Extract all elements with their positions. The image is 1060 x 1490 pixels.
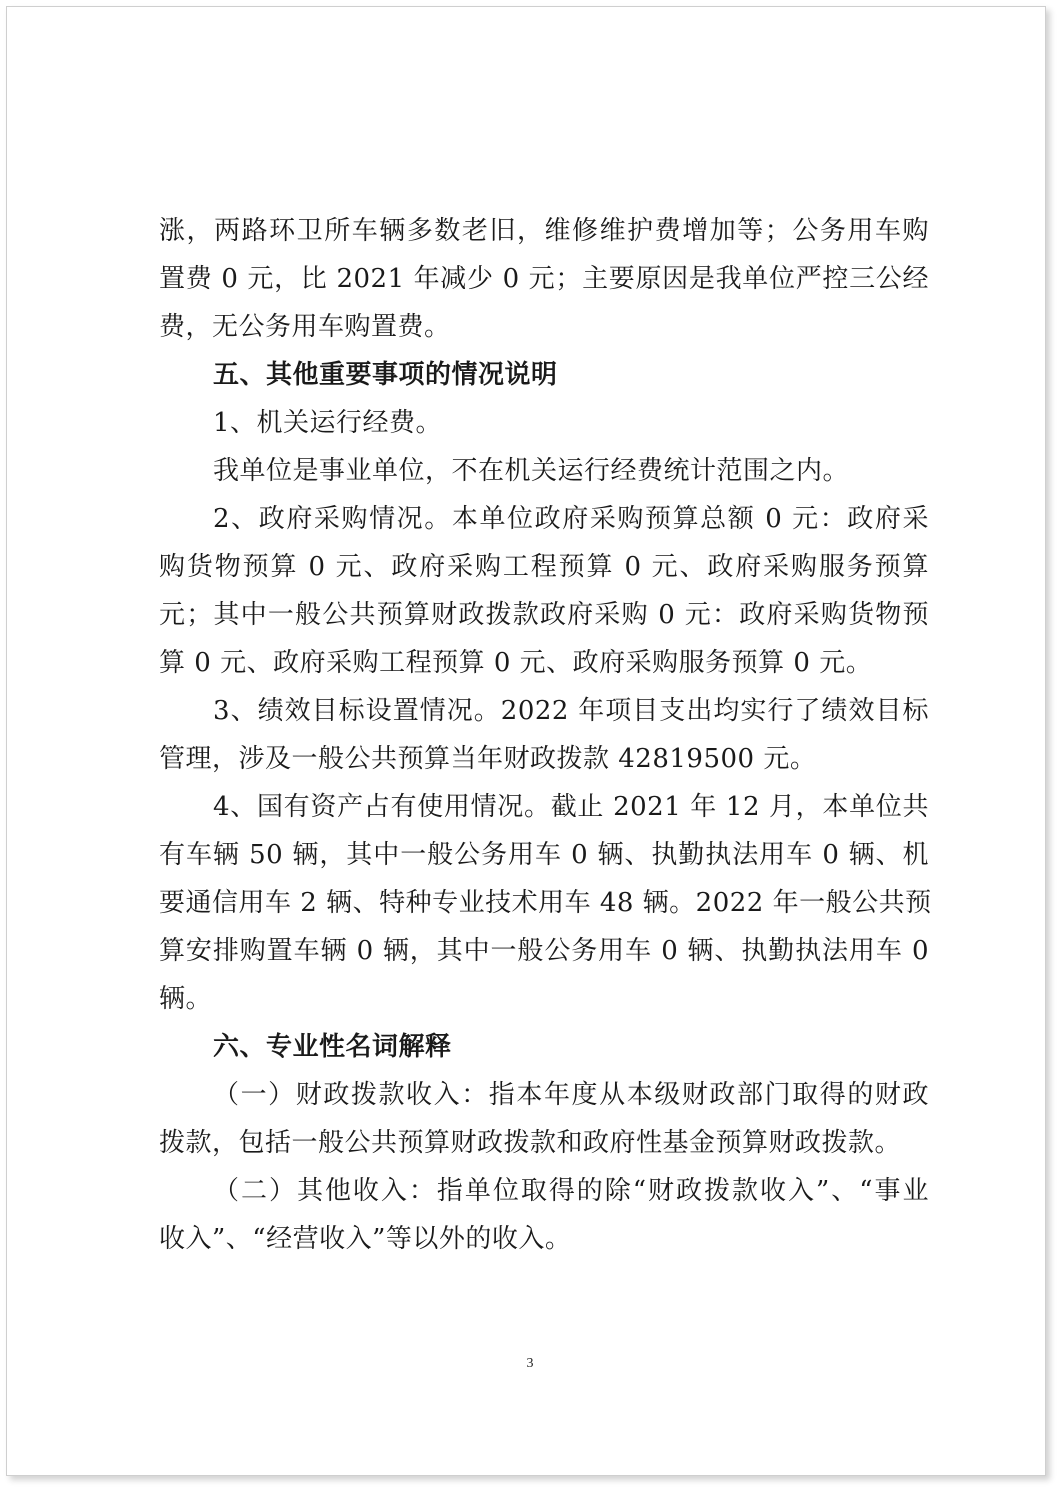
text-line: （一）财政拨款收入：指本年度从本级财政部门取得的财政: [213, 1080, 929, 1110]
section-heading: 六、专业性名词解释: [213, 1032, 452, 1062]
text-line: 管理，涉及一般公共预算当年财政拨款 42819500 元。: [159, 744, 817, 774]
text-line: 拨款，包括一般公共预算财政拨款和政府性基金预算财政拨款。: [159, 1128, 902, 1158]
text-line: 收入”、“经营收入”等以外的收入。: [159, 1224, 572, 1254]
text-line: 要通信用车 2 辆、特种专业技术用车 48 辆。2022 年一般公共预: [159, 888, 932, 918]
text-line: 4、国有资产占有使用情况。截止 2021 年 12 月，本单位共: [213, 792, 929, 822]
text-line: 有车辆 50 辆，其中一般公务用车 0 辆、执勤执法用车 0 辆、机: [159, 840, 929, 870]
document-page: [6, 6, 1046, 1476]
text-line: 算 0 元、政府采购工程预算 0 元、政府采购服务预算 0 元。: [159, 648, 873, 678]
text-line: 3、绩效目标设置情况。2022 年项目支出均实行了绩效目标: [213, 696, 929, 726]
document-body: [159, 207, 932, 1263]
text-line: （二）其他收入：指单位取得的除“财政拨款收入”、“事业: [213, 1176, 929, 1206]
text-line: 购货物预算 0 元、政府采购工程预算 0 元、政府采购服务预算: [159, 552, 929, 582]
text-line: 费，无公务用车购置费。: [159, 312, 451, 342]
text-line: 我单位是事业单位，不在机关运行经费统计范围之内。: [213, 456, 850, 486]
text-line: 2、政府采购情况。本单位政府采购预算总额 0 元：政府采: [213, 504, 929, 534]
text-line: 置费 0 元，比 2021 年减少 0 元；主要原因是我单位严控三公经: [159, 264, 929, 294]
text-line: 算安排购置车辆 0 辆，其中一般公务用车 0 辆、执勤执法用车 0: [159, 936, 929, 966]
text-line: 元；其中一般公共预算财政拨款政府采购 0 元：政府采购货物预: [159, 600, 929, 630]
text-line: 1、机关运行经费。: [213, 408, 443, 438]
page-number: 3: [526, 1356, 534, 1371]
section-heading: 五、其他重要事项的情况说明: [213, 360, 558, 390]
text-line: 涨，两路环卫所车辆多数老旧，维修维护费增加等；公务用车购: [159, 216, 929, 246]
text-line: 辆。: [159, 984, 213, 1014]
